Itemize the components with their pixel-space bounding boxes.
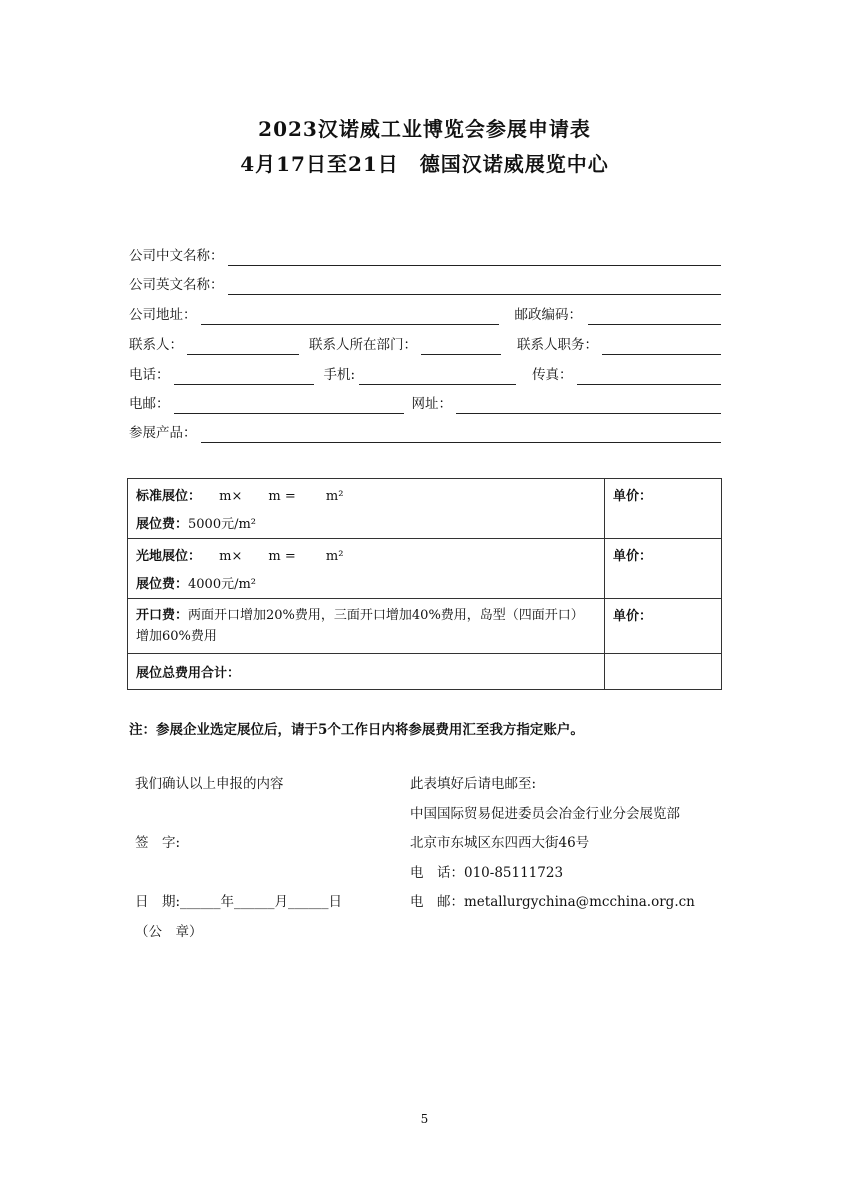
raw-space-row — [128, 539, 722, 599]
standard-booth-row — [128, 479, 722, 539]
company-en-field[interactable] — [228, 280, 722, 295]
company-cn-field[interactable] — [228, 251, 722, 266]
page-number: 5 — [420, 1112, 429, 1126]
contact-label: 联系人： — [129, 337, 183, 353]
standard-booth-size[interactable]: m× m = m² — [219, 489, 344, 504]
products-row — [129, 421, 721, 443]
opening-fee-row — [128, 599, 722, 654]
opening-unit-price: 单价： — [605, 599, 722, 654]
phone-row — [129, 363, 721, 385]
email-field[interactable] — [174, 399, 404, 414]
payment-note: 注：参展企业选定展位后，请于5个工作日内将参展费用汇至我方指定账户。 — [129, 722, 584, 738]
opening-fee-desc: 两面开口增加20%费用，三面开口增加40%费用，岛型（四面开口）增加60%费用 — [136, 608, 584, 644]
contact-email[interactable]: 电 邮：metallurgychina@mcchina.org.cn — [410, 894, 695, 910]
confirm-statement: 我们确认以上申报的内容 — [135, 776, 284, 792]
position-label: 联系人职务： — [517, 337, 598, 353]
email-row — [129, 392, 721, 414]
postcode-label: 邮政编码： — [514, 307, 582, 323]
form-subtitle: 4月17日至21日 德国汉诺威展览中心 — [240, 152, 609, 176]
total-value-cell[interactable] — [605, 654, 722, 690]
products-field[interactable] — [201, 428, 722, 443]
fax-field[interactable] — [577, 370, 721, 385]
department-label: 联系人所在部门： — [309, 337, 417, 353]
mobile-label: 手机: — [323, 367, 356, 383]
phone-field[interactable] — [174, 370, 314, 385]
raw-space-cell — [128, 539, 605, 599]
email-label: 电邮： — [129, 396, 170, 412]
contact-row — [129, 333, 721, 355]
date-line[interactable]: 日 期:______年______月______日 — [135, 894, 343, 910]
contact-intro: 此表填好后请电邮至: — [410, 776, 537, 792]
position-field[interactable] — [602, 340, 721, 355]
standard-fee-label: 展位费： — [136, 517, 189, 532]
company-cn-label: 公司中文名称： — [129, 248, 224, 264]
company-en-label: 公司英文名称： — [129, 277, 224, 293]
opening-fee-label: 开口费： — [136, 608, 189, 623]
products-label: 参展产品： — [129, 425, 197, 441]
raw-space-label: 光地展位： — [136, 549, 202, 564]
standard-booth-cell — [128, 479, 605, 539]
company-cn-row — [129, 244, 721, 266]
standard-fee-value: 5000元/m² — [188, 517, 257, 532]
fee-table — [127, 478, 722, 690]
phone-label: 电话： — [129, 367, 170, 383]
department-field[interactable] — [421, 340, 501, 355]
website-label: 网址： — [411, 396, 452, 412]
mobile-field[interactable] — [359, 370, 516, 385]
seal-label: （公 章） — [135, 923, 203, 940]
company-en-row — [129, 273, 721, 295]
total-label-cell — [128, 654, 605, 690]
signature-label[interactable]: 签 字: — [135, 835, 181, 851]
raw-space-size[interactable]: m× m = m² — [219, 549, 344, 564]
address-row — [129, 303, 721, 325]
standard-booth-label: 标准展位： — [136, 489, 202, 504]
raw-fee-value: 4000元/m² — [188, 577, 257, 592]
contact-info-block — [410, 770, 740, 918]
postcode-field[interactable] — [588, 310, 721, 325]
contact-address: 北京市东城区东四西大街46号 — [410, 835, 590, 851]
total-label: 展位总费用合计： — [136, 666, 241, 681]
raw-fee-label: 展位费： — [136, 577, 189, 592]
address-label: 公司地址： — [129, 307, 197, 323]
opening-fee-cell — [128, 599, 605, 654]
standard-unit-price: 单价： — [605, 479, 722, 539]
confirmation-block — [135, 770, 385, 947]
contact-org: 中国国际贸易促进委员会冶金行业分会展览部 — [410, 805, 680, 822]
total-row — [128, 654, 722, 690]
contact-field[interactable] — [187, 340, 299, 355]
form-title: 2023汉诺威工业博览会参展申请表 — [258, 117, 591, 141]
website-field[interactable] — [456, 399, 721, 414]
raw-unit-price: 单价： — [605, 539, 722, 599]
contact-phone: 电 话：010-85111723 — [410, 864, 564, 881]
address-field[interactable] — [201, 310, 499, 325]
fax-label: 传真： — [532, 367, 573, 383]
